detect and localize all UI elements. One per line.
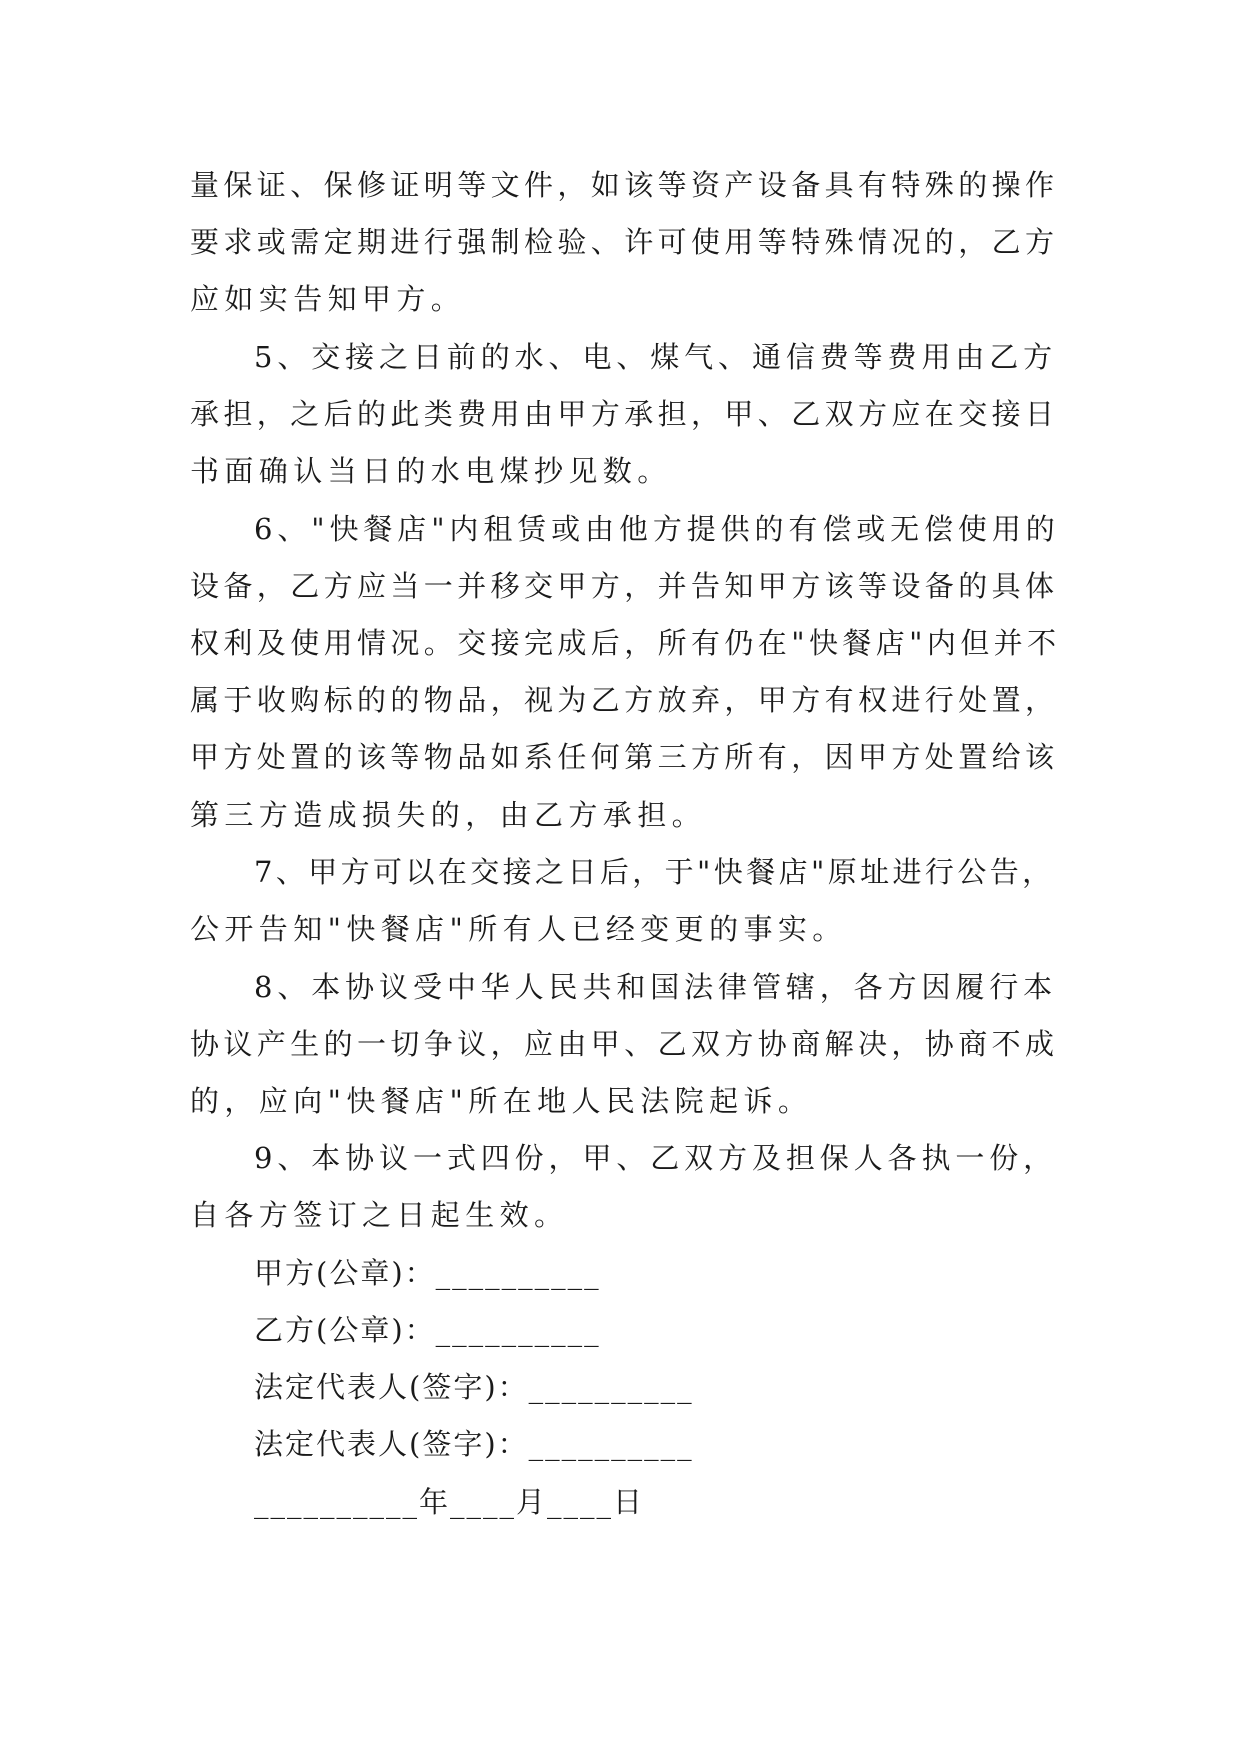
clause-5-start: 5、交接之日前的水、电、煤气、通信费等费用由乙方 [254,340,1058,374]
body-line: 要求或需定期进行强制检验、许可使用等特殊情况的，乙方 [190,225,1059,259]
body-line: 属于收购标的的物品，视为乙方放弃，甲方有权进行处置， [190,683,1059,717]
body-line: 量保证、保修证明等文件，如该等资产设备具有特殊的操作 [190,168,1059,202]
body-line: 甲方处置的该等物品如系任何第三方所有，因甲方处置给该 [190,740,1059,774]
body-line: 公开告知"快餐店"所有人已经变更的事实。 [190,912,847,946]
signature-party-b: 乙方(公章)：__________ [254,1313,601,1347]
clause-6-start: 6、"快餐店"内租赁或由他方提供的有偿或无偿使用的 [254,512,1060,546]
body-line: 的，应向"快餐店"所在地人民法院起诉。 [190,1084,813,1118]
body-line: 协议产生的一切争议，应由甲、乙双方协商解决，协商不成 [190,1027,1059,1061]
signature-legal-rep-2: 法定代表人(签字)：__________ [254,1427,694,1461]
clause-7-start: 7、甲方可以在交接之日后，于"快餐店"原址进行公告， [254,855,1055,889]
body-line: 承担，之后的此类费用由甲方承担，甲、乙双方应在交接日 [190,397,1059,431]
signature-date: __________年____月____日 [254,1485,645,1519]
body-line: 权利及使用情况。交接完成后，所有仍在"快餐店"内但并不 [190,626,1061,660]
body-line: 应如实告知甲方。 [190,282,466,316]
clause-8-start: 8、本协议受中华人民共和国法律管辖，各方因履行本 [254,970,1058,1004]
clause-9-start: 9、本协议一式四份，甲、乙双方及担保人各执一份， [254,1141,1058,1175]
body-line: 书面确认当日的水电煤抄见数。 [190,454,672,488]
body-line: 自各方签订之日起生效。 [190,1198,569,1232]
signature-party-a: 甲方(公章)：__________ [254,1256,601,1290]
body-line: 第三方造成损失的，由乙方承担。 [190,798,707,832]
signature-legal-rep-1: 法定代表人(签字)：__________ [254,1370,694,1404]
body-line: 设备，乙方应当一并移交甲方，并告知甲方该等设备的具体 [190,569,1059,603]
